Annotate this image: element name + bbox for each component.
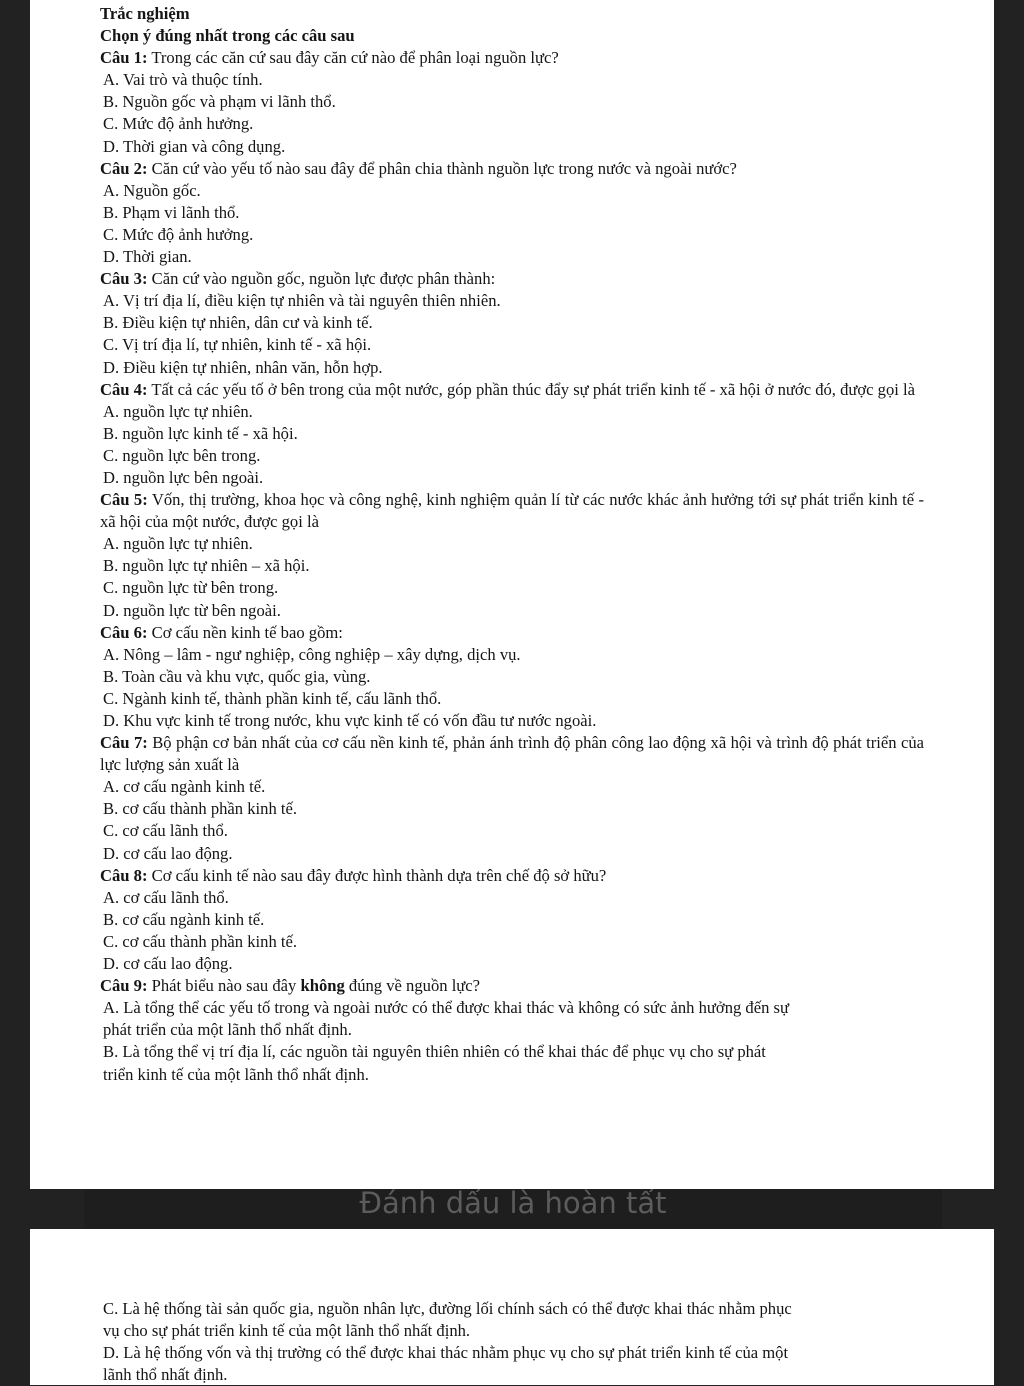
document-title: Trắc nghiệm bbox=[100, 4, 190, 23]
answer-option-c: C. Mức độ ảnh hưởng. bbox=[103, 114, 254, 134]
question-7 bbox=[100, 732, 924, 865]
question-5 bbox=[100, 489, 924, 622]
answer-option-a-line-2: phát triển của một lãnh thổ nhất định. bbox=[103, 1020, 352, 1040]
answer-option-a: A. Nguồn gốc. bbox=[103, 180, 201, 200]
question-list bbox=[100, 47, 924, 1085]
answer-option-b: B. cơ cấu thành phần kinh tế. bbox=[103, 799, 298, 819]
question-text: Căn cứ vào yếu tố nào sau đây để phân chia thành nguồn lực trong nước và ngoài nước? bbox=[147, 158, 737, 178]
answer-option-c: C. Ngành kinh tế, thành phần kinh tế, cấu lãnh thổ. bbox=[103, 688, 442, 708]
document-page-2 bbox=[30, 1229, 994, 1385]
document-page-1 bbox=[30, 0, 994, 1189]
answer-option-b: B. nguồn lực kinh tế - xã hội. bbox=[103, 423, 298, 443]
answer-option-d-line-1: D. Là hệ thống vốn và thị trường có thể được khai thác nhằm phục vụ cho sự phát triển kinh tế của một bbox=[103, 1343, 789, 1363]
question-9 bbox=[100, 975, 924, 1085]
answer-option-c: C. nguồn lực bên trong. bbox=[103, 445, 261, 465]
answer-option-c-line-1: C. Là hệ thống tài sản quốc gia, nguồn nhân lực, đường lối chính sách có thể được khai thác nhằm phục bbox=[103, 1299, 792, 1318]
answer-option-c: C. Mức độ ảnh hưởng. bbox=[103, 224, 254, 244]
answer-option-c: C. cơ cấu lãnh thổ. bbox=[103, 821, 228, 841]
question-label: Câu 4: bbox=[100, 379, 148, 399]
question-label: Câu 6: bbox=[100, 622, 148, 642]
question-text: Phát biểu nào sau đây bbox=[147, 976, 301, 996]
answer-option-a: A. Nông – lâm - ngư nghiệp, công nghiệp – xây dựng, dịch vụ. bbox=[103, 644, 521, 664]
answer-option-a: A. Vị trí địa lí, điều kiện tự nhiên và tài nguyên thiên nhiên. bbox=[103, 291, 501, 311]
answer-option-d: D. Thời gian và công dụng. bbox=[103, 136, 286, 156]
question-8 bbox=[100, 865, 924, 975]
answer-option-c-line-2: vụ cho sự phát triển kinh tế của một lãnh thổ nhất định. bbox=[103, 1321, 471, 1341]
answer-option-a: A. Vai trò và thuộc tính. bbox=[103, 70, 263, 90]
answer-option-b-line-1: B. Là tổng thể vị trí địa lí, các nguồn tài nguyên thiên nhiên có thể khai thác để phục vụ cho sự phát bbox=[103, 1042, 766, 1062]
question-emphasis: không bbox=[300, 976, 345, 996]
answer-option-b-line-2: triển kinh tế của một lãnh thổ nhất định. bbox=[103, 1064, 369, 1084]
mark-complete-button[interactable] bbox=[84, 1189, 942, 1229]
question-label: Câu 3: bbox=[100, 269, 148, 289]
answer-option-d: D. Điều kiện tự nhiên, nhân văn, hỗn hợp. bbox=[103, 357, 383, 377]
question-6 bbox=[100, 622, 924, 732]
answer-option-a: A. nguồn lực tự nhiên. bbox=[103, 534, 253, 554]
question-text: Cơ cấu kinh tế nào sau đây được hình thành dựa trên chế độ sở hữu? bbox=[147, 865, 607, 885]
question-text: Vốn, thị trường, khoa học và công nghệ, kinh nghiệm quản lí từ các nước khác ảnh hưởng tới sự phát triển kinh tế - xã hội của một nước, được gọi là bbox=[100, 490, 924, 532]
question-3 bbox=[100, 268, 924, 378]
question-text: Căn cứ vào nguồn gốc, nguồn lực được phân thành: bbox=[147, 269, 496, 289]
answer-option-d: D. nguồn lực bên ngoài. bbox=[103, 467, 264, 487]
answer-option-d: D. Thời gian. bbox=[103, 247, 192, 267]
answer-option-b: B. nguồn lực tự nhiên – xã hội. bbox=[103, 556, 310, 576]
question-label: Câu 1: bbox=[100, 48, 148, 68]
question-text-end: đúng về nguồn lực? bbox=[344, 976, 481, 996]
answer-option-b: B. Điều kiện tự nhiên, dân cư và kinh tế. bbox=[103, 313, 373, 333]
answer-option-c: C. Vị trí địa lí, tự nhiên, kinh tế - xã hội. bbox=[103, 335, 372, 355]
answer-option-a: A. cơ cấu ngành kinh tế. bbox=[103, 777, 266, 797]
question-text: Tất cả các yếu tố ở bên trong của một nước, góp phần thúc đẩy sự phát triển kinh tế - xã hội ở nước đó, được gọi là bbox=[147, 379, 916, 399]
answer-option-d-line-2: lãnh thổ nhất định. bbox=[103, 1365, 228, 1385]
question-label: Câu 5: bbox=[100, 490, 148, 510]
mark-complete-label: Đánh dấu là hoàn tất bbox=[359, 1189, 667, 1220]
answer-option-d: D. Khu vực kinh tế trong nước, khu vực kinh tế có vốn đầu tư nước ngoài. bbox=[103, 711, 597, 730]
answer-option-b: B. Toàn cầu và khu vực, quốc gia, vùng. bbox=[103, 666, 371, 686]
answer-option-c: C. nguồn lực từ bên trong. bbox=[103, 578, 279, 598]
question-1 bbox=[100, 47, 924, 157]
question-text: Cơ cấu nền kinh tế bao gồm: bbox=[147, 622, 343, 642]
answer-option-d: D. cơ cấu lao động. bbox=[103, 954, 233, 974]
answer-option-c: C. cơ cấu thành phần kinh tế. bbox=[103, 931, 298, 951]
question-label: Câu 8: bbox=[100, 865, 148, 885]
answer-option-b: B. cơ cấu ngành kinh tế. bbox=[103, 909, 265, 929]
answer-option-b: B. Nguồn gốc và phạm vi lãnh thổ. bbox=[103, 92, 336, 112]
question-2 bbox=[100, 158, 924, 268]
answer-option-d: D. nguồn lực từ bên ngoài. bbox=[103, 600, 281, 620]
answer-option-d: D. cơ cấu lao động. bbox=[103, 843, 233, 863]
answer-option-b bbox=[100, 1041, 924, 1085]
question-text: Bộ phận cơ bản nhất của cơ cấu nền kinh tế, phản ánh trình độ phân công lao động xã hội và trình độ phát triển của lực lượng sản xuất là bbox=[100, 733, 924, 775]
answer-option-b: B. Phạm vi lãnh thổ. bbox=[103, 202, 240, 222]
answer-option-a: A. nguồn lực tự nhiên. bbox=[103, 401, 253, 421]
answer-option-a: A. cơ cấu lãnh thổ. bbox=[103, 887, 229, 907]
answer-option-d bbox=[100, 1342, 924, 1386]
answer-option-a-line-1: A. Là tổng thể các yếu tố trong và ngoài nước có thể được khai thác và không có sức ảnh hưởng đến sự bbox=[103, 998, 789, 1018]
question-label: Câu 7: bbox=[100, 733, 148, 753]
question-label: Câu 2: bbox=[100, 158, 148, 178]
question-4 bbox=[100, 379, 924, 489]
answer-option-a bbox=[100, 997, 924, 1041]
question-label: Câu 9: bbox=[100, 976, 148, 996]
document-instruction: Chọn ý đúng nhất trong các câu sau bbox=[100, 26, 355, 46]
question-text: Trong các căn cứ sau đây căn cứ nào để phân loại nguồn lực? bbox=[147, 48, 559, 68]
answer-option-c bbox=[100, 1298, 924, 1342]
